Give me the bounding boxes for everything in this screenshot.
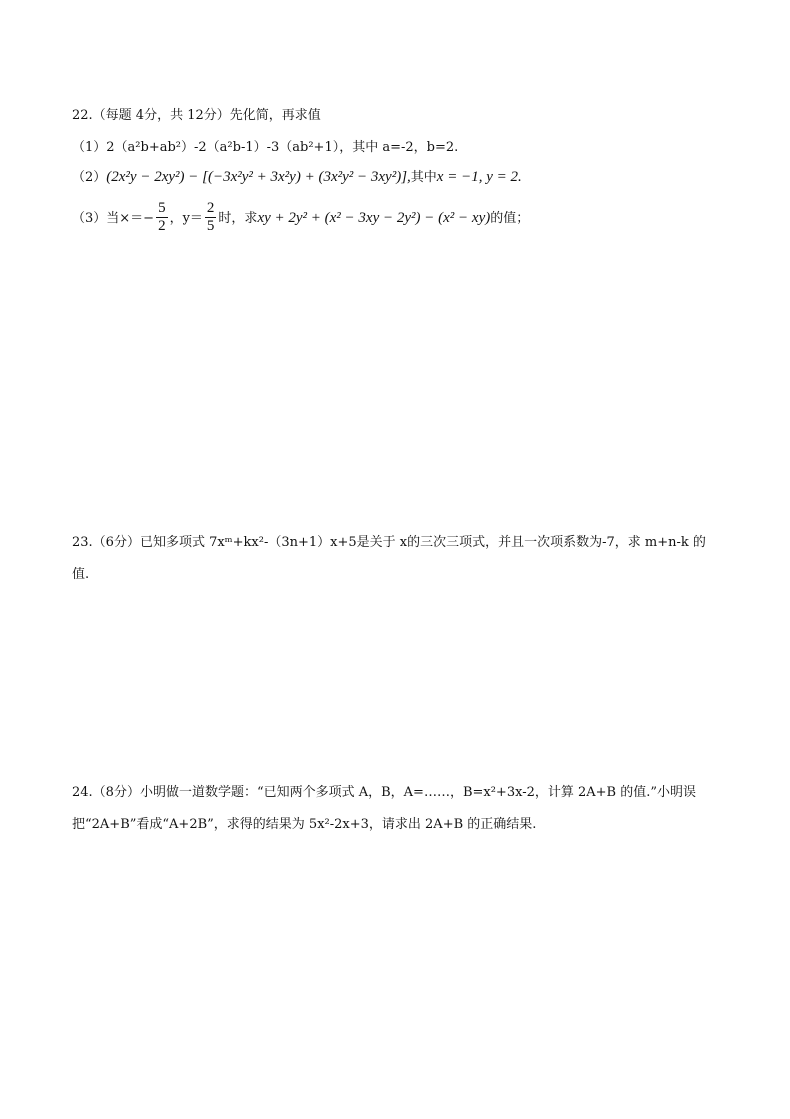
q24-line2: 把“2A+B”看成“A+2B”，求得的结果为 5x²-2x+3，请求出 2A+B 的正确结果. (72, 817, 537, 832)
q23-line1: 23.（6分）已知多项式 7xᵐ+kx²-（3n+1）x+5是关于 x的三次三项式，并且一次项系数为-7，求 m+n-k 的 (72, 535, 706, 550)
fraction-denominator: 2 (158, 218, 166, 234)
q22-part2-condition-prefix: 其中 (410, 170, 437, 185)
q22-part1: （1）2（a²b+ab²）-2（a²b-1）-3（ab²+1），其中 a=-2，b=2. (72, 140, 459, 155)
q22-part3-y-equals: ，y＝ (169, 211, 203, 226)
q22-part3-tail: 的值； (490, 211, 530, 226)
q24-line1: 24.（8分）小明做一道数学题：“已知两个多项式 A，B，A=……，B=x²+3x-2，计算 2A+B 的值.”小明误 (72, 785, 697, 800)
q22-part3-expression: xy + 2y² + (x² − 3xy − 2y²) − (x² − xy) (257, 210, 491, 226)
q22-heading: 22.（每题 4分，共 12分）先化简，再求值 (72, 108, 321, 123)
q23-line2: 值. (72, 567, 90, 582)
fraction-numerator: 2 (206, 200, 215, 216)
q22-part2-expression: (2x²y − 2xy²) − [(−3x²y² + 3x²y) + (3x²y² − 3xy²)], (106, 169, 411, 185)
fraction-two-fifths (205, 200, 217, 235)
fraction-denominator: 5 (206, 218, 215, 234)
q22-part3-when: 时，求 (218, 211, 258, 226)
q22-part3 (72, 200, 529, 235)
fraction-five-halves (156, 200, 168, 235)
q22-part3-label: （3）当×＝− (72, 211, 155, 226)
fraction-numerator: 5 (158, 200, 166, 216)
q22-part2-condition: x = −1, y = 2. (436, 169, 522, 185)
q22-part2 (72, 166, 522, 186)
q22-part2-label: （2） (72, 170, 107, 185)
